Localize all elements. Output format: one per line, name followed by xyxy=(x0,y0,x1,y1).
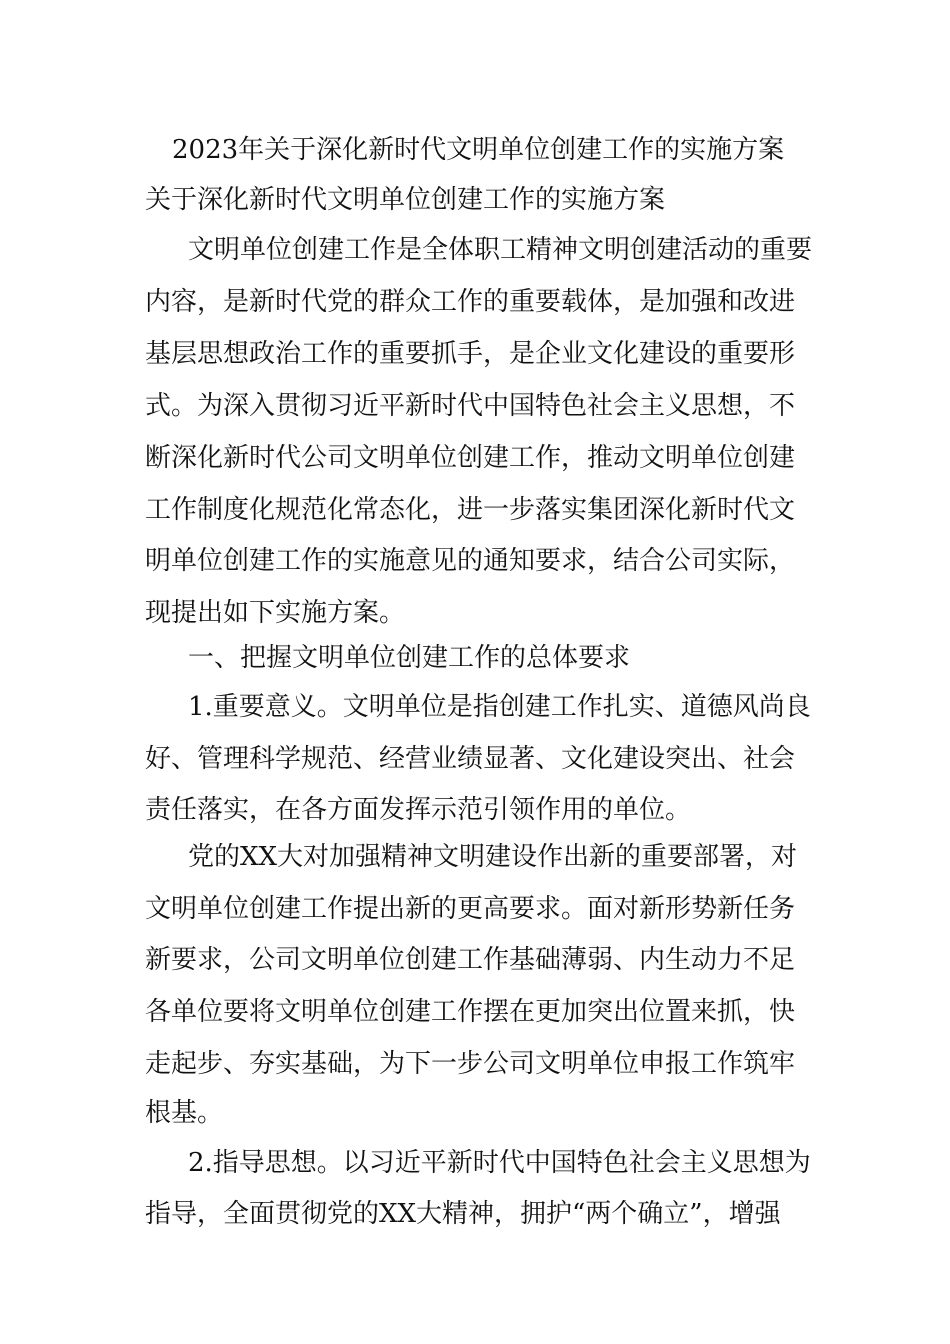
paragraph-line: 式。为深入贯彻习近平新时代中国特色社会主义思想，不 xyxy=(145,391,796,421)
paragraph-line: 走起步、夯实基础，为下一步公司文明单位申报工作筑牢 xyxy=(145,1049,796,1079)
paragraph-line: 基层思想政治工作的重要抓手，是企业文化建设的重要形 xyxy=(145,339,796,369)
document-title: 2023年关于深化新时代文明单位创建工作的实施方案 xyxy=(172,135,785,165)
paragraph-line: 责任落实，在各方面发挥示范引领作用的单位。 xyxy=(145,795,692,825)
document-subtitle: 关于深化新时代文明单位创建工作的实施方案 xyxy=(145,185,666,215)
paragraph-line: 党的XX大对加强精神文明建设作出新的重要部署，对 xyxy=(188,842,798,872)
paragraph-line: 根基。 xyxy=(145,1098,224,1128)
paragraph-line: 文明单位创建工作是全体职工精神文明创建活动的重要 xyxy=(188,235,813,265)
paragraph-line: 新要求，公司文明单位创建工作基础薄弱、内生动力不足 xyxy=(145,945,796,975)
paragraph-line: 明单位创建工作的实施意见的通知要求，结合公司实际， xyxy=(145,546,796,576)
paragraph-line: 现提出如下实施方案。 xyxy=(145,598,406,628)
paragraph-line: 文明单位创建工作提出新的更高要求。面对新形势新任务 xyxy=(145,894,796,924)
paragraph-line: 工作制度化规范化常态化，进一步落实集团深化新时代文 xyxy=(145,495,796,525)
paragraph-line: 内容，是新时代党的群众工作的重要载体，是加强和改进 xyxy=(145,287,796,317)
paragraph-line: 2.指导思想。以习近平新时代中国特色社会主义思想为 xyxy=(188,1148,811,1178)
section-heading: 一、把握文明单位创建工作的总体要求 xyxy=(188,643,631,673)
paragraph-line: 1.重要意义。文明单位是指创建工作扎实、道德风尚良 xyxy=(188,692,811,722)
paragraph-line: 好、管理科学规范、经营业绩显著、文化建设突出、社会 xyxy=(145,744,796,774)
paragraph-line: 指导，全面贯彻党的XX大精神，拥护“两个确立”，增强 xyxy=(145,1199,781,1229)
paragraph-line: 断深化新时代公司文明单位创建工作，推动文明单位创建 xyxy=(145,443,796,473)
paragraph-line: 各单位要将文明单位创建工作摆在更加突出位置来抓，快 xyxy=(145,997,796,1027)
